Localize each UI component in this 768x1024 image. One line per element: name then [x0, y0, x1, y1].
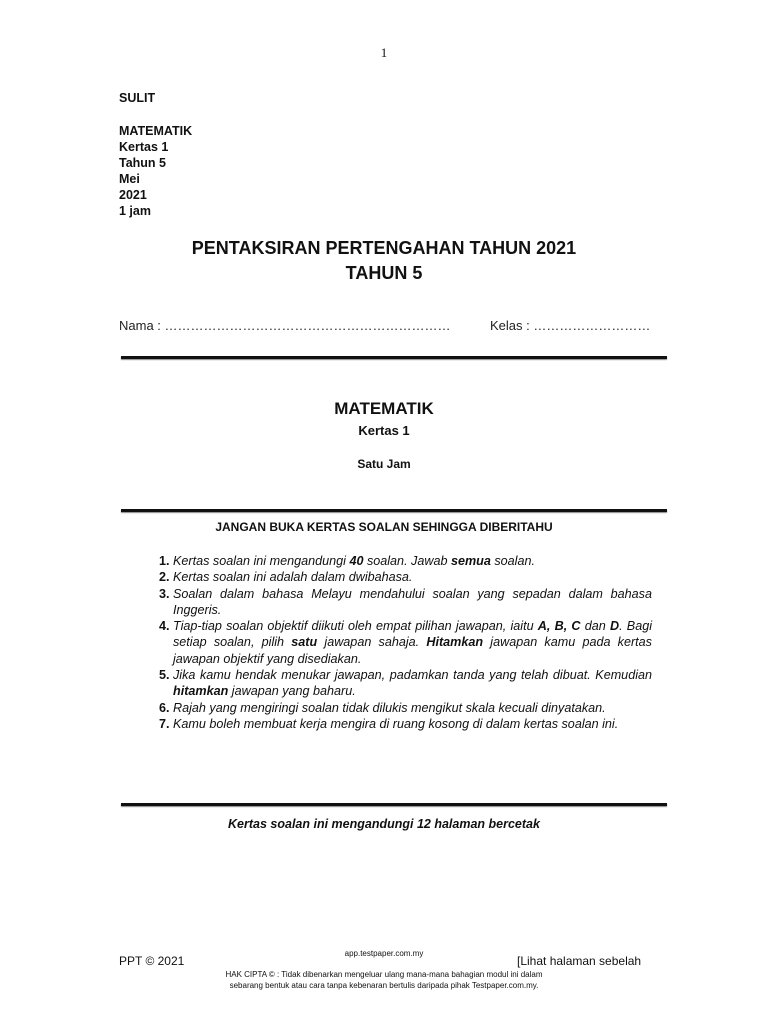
instruction-emphasis: Hitamkan [426, 635, 484, 650]
header-year-level: Tahun 5 [119, 156, 166, 170]
instruction-text: Soalan dalam bahasa Melayu mendahului soalan yang sepadan dalam bahasa Inggeris. [173, 586, 652, 617]
instruction-item [148, 553, 652, 569]
instructions-list [148, 553, 652, 732]
copyright-notice [0, 969, 768, 991]
instruction-number: 7. [159, 716, 170, 731]
instruction-text: Kertas soalan ini adalah dalam dwibahasa. [173, 570, 413, 585]
exam-subtitle: TAHUN 5 [345, 263, 423, 283]
header-year: 2021 [119, 188, 147, 202]
instruction-text: Jika kamu hendak menukar jawapan, padamkan tanda yang telah dibuat. Kemudian [173, 668, 652, 683]
cover-duration: Satu Jam [357, 457, 411, 471]
instruction-item [148, 667, 652, 700]
instruction-number: 3. [159, 586, 170, 601]
instruction-item [148, 569, 652, 585]
header-paper: Kertas 1 [119, 140, 169, 154]
class-field: Kelas : ……………………… [490, 318, 651, 333]
instruction-item [148, 586, 652, 619]
instruction-text: Kertas soalan ini mengandungi [173, 554, 350, 568]
instruction-text: soalan. [490, 554, 535, 568]
warning-heading: JANGAN BUKA KERTAS SOALAN SEHINGGA DIBERITAHU [215, 520, 553, 534]
instruction-emphasis: A, B, C [537, 619, 581, 634]
instruction-emphasis: 40 [349, 554, 364, 568]
page-count-note: Kertas soalan ini mengandungi 12 halaman bercetak [228, 817, 540, 831]
instruction-text: dan [580, 619, 610, 634]
instruction-emphasis: hitamkan [173, 684, 229, 699]
header-month: Mei [119, 172, 140, 186]
footer-website: app.testpaper.com.my [344, 949, 424, 958]
instruction-emphasis: semua [450, 554, 491, 568]
instruction-number: 2. [159, 570, 170, 585]
exam-title: PENTAKSIRAN PERTENGAHAN TAHUN 2021 [191, 238, 577, 258]
divider-top [121, 356, 667, 359]
copyright-line-1: HAK CIPTA © : Tidak dibenarkan mengeluar ulang mana-mana bahagian modul ini dalam [225, 970, 543, 979]
instruction-item [148, 618, 652, 667]
instruction-item [148, 716, 652, 732]
instruction-number: 5. [159, 668, 170, 683]
instruction-text: . Bagi setiap soalan, pilih [173, 619, 652, 650]
footer-left: PPT © 2021 [119, 954, 185, 968]
cover-paper: Kertas 1 [358, 423, 410, 438]
instruction-text: Tiap-tiap soalan objektif diikuti oleh empat pilihan jawapan, iaitu [173, 619, 538, 634]
instruction-number: 4. [159, 619, 170, 634]
instruction-text: Kamu boleh membuat kerja mengira di ruang kosong di dalam kertas soalan ini. [173, 716, 619, 731]
page-number: 1 [380, 45, 388, 60]
instruction-text: jawapan yang baharu. [228, 684, 356, 699]
instruction-item [148, 700, 652, 716]
footer-next-page: [Lihat halaman sebelah [517, 954, 642, 968]
instruction-text: Rajah yang mengiringi soalan tidak dilukis mengikut skala kecuali dinyatakan. [173, 700, 606, 715]
divider-bottom [121, 803, 667, 806]
header-subject: MATEMATIK [119, 124, 193, 138]
cover-subject: MATEMATIK [334, 399, 434, 418]
copyright-line-2: sebarang bentuk atau cara tanpa kebenaran bertulis daripada pihak Testpaper.com.my. [229, 981, 539, 990]
header-duration: 1 jam [119, 204, 151, 218]
instruction-text: jawapan sahaja. [317, 635, 427, 650]
instruction-text: jawapan kamu pada kertas jawapan objektif yang disediakan. [173, 635, 652, 666]
instruction-emphasis: satu [291, 635, 318, 650]
classification-label: SULIT [119, 91, 156, 105]
instruction-emphasis: D [609, 619, 620, 634]
name-field: Nama : ………………………………………………………… [119, 318, 451, 333]
instruction-number: 6. [159, 700, 170, 715]
instruction-number: 1. [159, 554, 170, 568]
divider-middle [121, 509, 667, 512]
instruction-text: soalan. Jawab [363, 554, 451, 568]
